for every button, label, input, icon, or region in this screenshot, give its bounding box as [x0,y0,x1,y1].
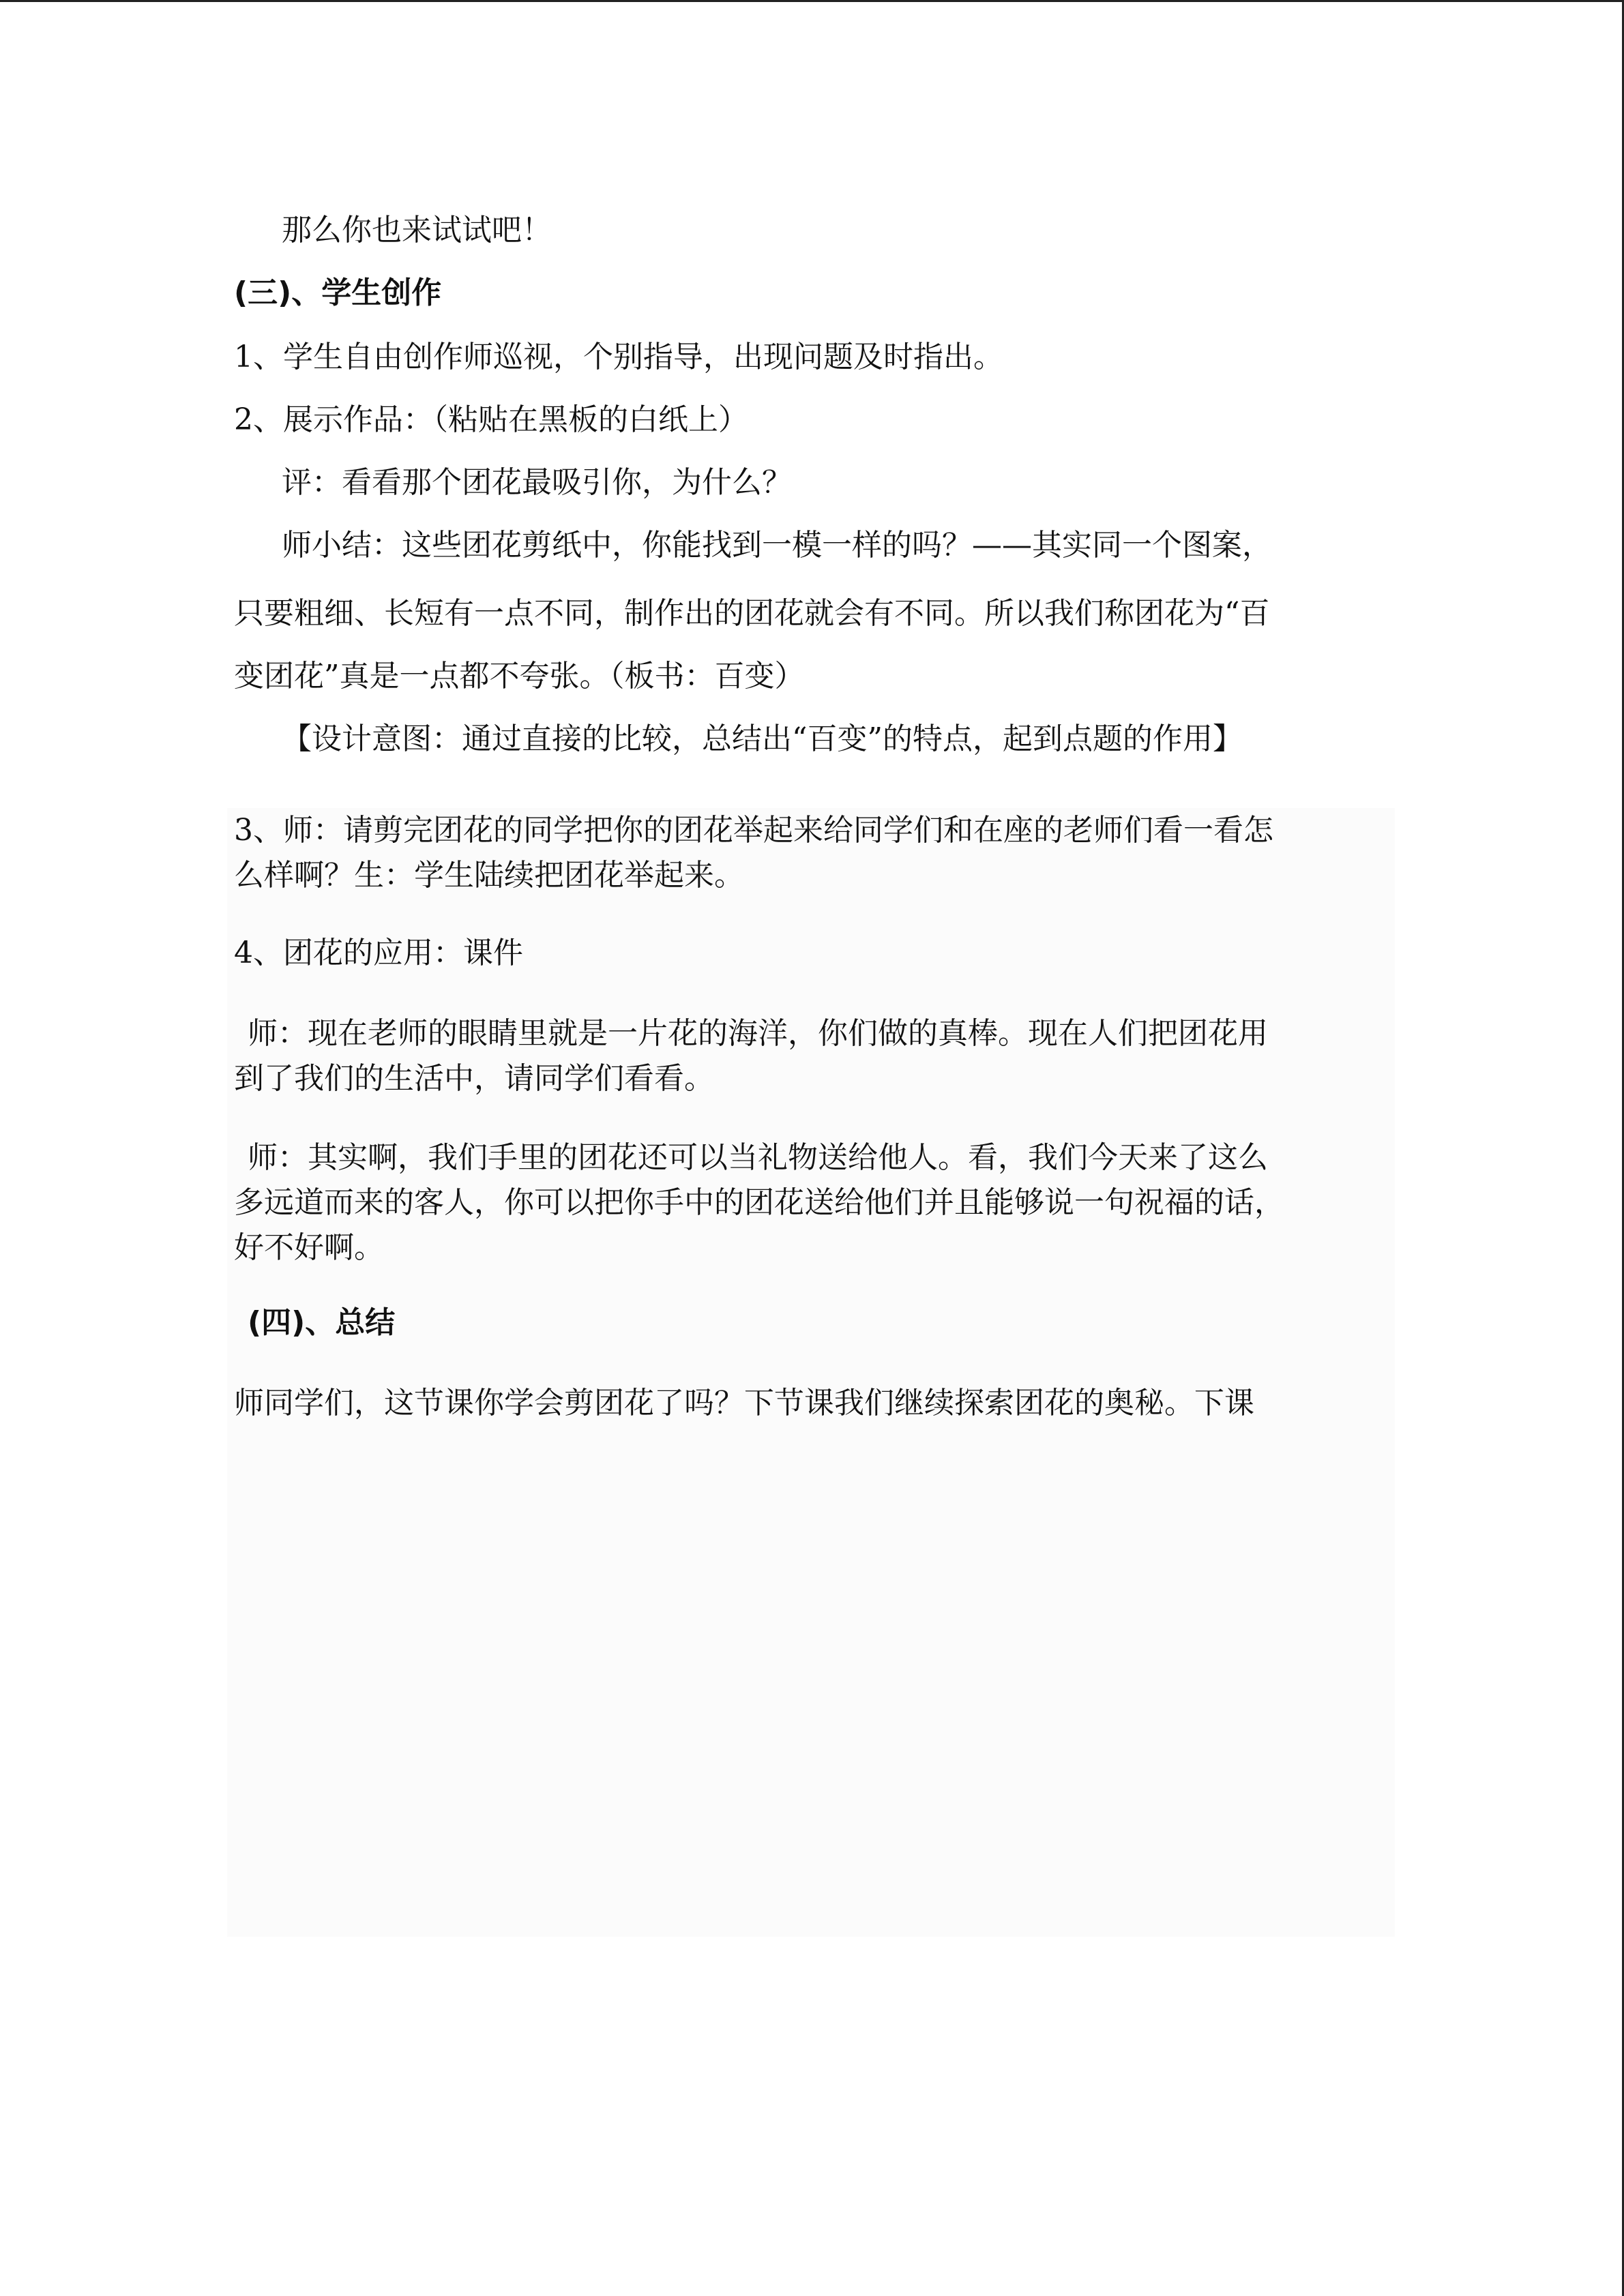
paragraph-step-3-line-2: 么样啊？生：学生陆续把团花举起来。 [234,858,744,893]
paragraph-teacher-1-line-2: 到了我们的生活中，请同学们看看。 [234,1061,714,1096]
paragraph-teacher-2-line-3: 好不好啊。 [234,1230,384,1265]
paragraph-step-1: 1、学生自由创作师巡视，个别指导，出现问题及时指出。 [234,340,1003,374]
heading-student-creation: (三)、学生创作 [234,275,442,310]
paragraph-teacher-1-line-1: 师：现在老师的眼睛里就是一片花的海洋，你们做的真棒。现在人们把团花用 [248,1016,1268,1051]
paragraph-step-2: 2、展示作品：（粘贴在黑板的白纸上） [234,402,748,437]
paragraph-try-it: 那么你也来试试吧！ [282,213,552,248]
paragraph-evaluate: 评：看看那个团花最吸引你，为什么？ [282,465,792,500]
paragraph-teacher-2-line-2: 多远道而来的客人，你可以把你手中的团花送给他们并且能够说一句祝福的话， [234,1185,1284,1220]
page-border-top [0,0,1624,2]
paragraph-summary-line-3: 变团花”真是一点都不夸张。（板书：百变） [234,659,805,694]
paragraph-summary-line-1: 师小结：这些团花剪纸中，你能找到一模一样的吗？——其实同一个图案， [282,528,1272,563]
paragraph-step-3-line-1: 3、师：请剪完团花的同学把你的团花举起来给同学们和在座的老师们看一看怎 [234,813,1273,848]
paragraph-closing: 师同学们，这节课你学会剪团花了吗？下节课我们继续探索团花的奥秘。下课 [234,1386,1254,1420]
paragraph-design-intent: 【设计意图：通过直接的比较，总结出“百变”的特点，起到点题的作用】 [282,721,1243,756]
paragraph-teacher-2-line-1: 师：其实啊，我们手里的团花还可以当礼物送给他人。看，我们今天来了这么 [248,1140,1268,1175]
shaded-text-block [227,808,1395,1937]
paragraph-summary-line-2: 只要粗细、长短有一点不同，制作出的团花就会有不同。所以我们称团花为“百 [234,596,1270,631]
paragraph-step-4: 4、团花的应用：课件 [234,936,523,970]
heading-summary: (四)、总结 [248,1305,396,1340]
